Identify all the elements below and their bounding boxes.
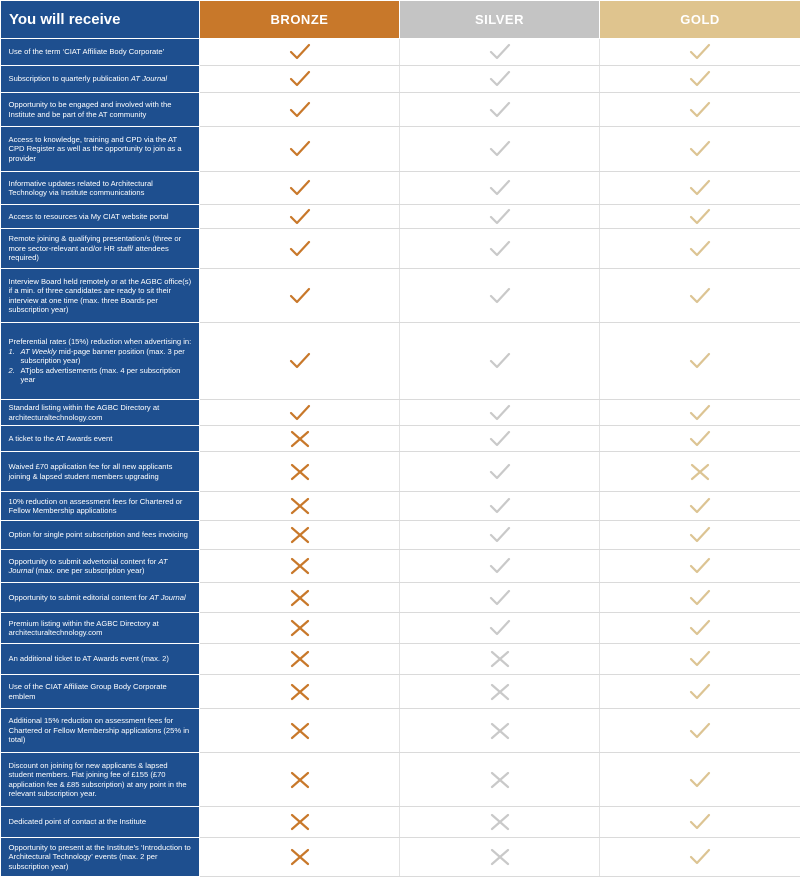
cross-icon <box>489 812 511 832</box>
cross-icon <box>489 682 511 702</box>
text-segment: Access to knowledge, training and CPD via the AT CPD Register as well as the opportunity to join as a provider <box>8 134 182 163</box>
gold-not-included-cell <box>600 452 800 492</box>
check-icon <box>489 351 511 371</box>
bronze-included-cell <box>200 400 400 426</box>
check-icon <box>689 682 711 702</box>
check-icon <box>689 525 711 545</box>
table-row <box>1 426 800 452</box>
cross-icon <box>289 847 311 867</box>
check-icon <box>289 139 311 159</box>
gold-included-cell <box>600 709 800 753</box>
benefit-text <box>9 135 194 163</box>
gold-included-cell <box>600 229 800 269</box>
benefit-text <box>9 74 194 83</box>
text-segment: mid-page banner position (max. 3 per subscription year) <box>20 346 185 366</box>
cross-icon <box>289 682 311 702</box>
gold-included-cell <box>600 550 800 583</box>
gold-included-cell <box>600 127 800 172</box>
cross-icon <box>289 588 311 608</box>
benefit-description <box>1 753 200 807</box>
text-segment: Standard listing within the AGBC Directory at architecturaltechnology.com <box>8 403 160 422</box>
gold-included-cell <box>600 521 800 550</box>
cross-icon <box>289 462 311 482</box>
benefit-description <box>1 709 200 753</box>
bronze-not-included-cell <box>200 583 400 613</box>
benefit-description <box>1 172 200 205</box>
bronze-included-cell <box>200 172 400 205</box>
table-row <box>1 127 800 172</box>
benefit-description <box>1 452 200 492</box>
benefit-text <box>9 277 194 315</box>
bronze-included-cell <box>200 127 400 172</box>
silver-not-included-cell <box>400 709 600 753</box>
check-icon <box>489 139 511 159</box>
text-segment: Access to resources via My CIAT website portal <box>8 211 169 221</box>
table-row <box>1 753 800 807</box>
benefit-text <box>9 100 194 119</box>
check-icon <box>289 207 311 227</box>
check-icon <box>489 403 511 423</box>
bronze-included-cell <box>200 269 400 323</box>
check-icon <box>689 351 711 371</box>
silver-included-cell <box>400 205 600 229</box>
check-icon <box>289 351 311 371</box>
list-item-text <box>21 347 194 366</box>
table-row <box>1 323 800 400</box>
check-icon <box>489 462 511 482</box>
silver-not-included-cell <box>400 838 600 877</box>
text-segment: Opportunity to present at the Institute’s ‘Introduction to Architectural Technology’ events (max. 2 per subscription year) <box>8 842 191 871</box>
benefit-text <box>9 462 194 481</box>
text-segment: Preferential rates (15%) reduction when advertising in: <box>8 337 192 347</box>
benefit-description <box>1 583 200 613</box>
benefit-text <box>9 817 194 826</box>
check-icon <box>689 721 711 741</box>
silver-not-included-cell <box>400 807 600 838</box>
silver-included-cell <box>400 583 600 613</box>
check-icon <box>489 588 511 608</box>
table-row <box>1 93 800 127</box>
benefit-description <box>1 838 200 877</box>
table-row <box>1 709 800 753</box>
table-row <box>1 400 800 426</box>
silver-included-cell <box>400 172 600 205</box>
cross-icon <box>289 812 311 832</box>
gold-included-cell <box>600 675 800 709</box>
table-row <box>1 39 800 66</box>
check-icon <box>689 100 711 120</box>
check-icon <box>689 429 711 449</box>
silver-included-cell <box>400 550 600 583</box>
cross-icon <box>289 721 311 741</box>
cross-icon <box>689 462 711 482</box>
check-icon <box>489 42 511 62</box>
gold-included-cell <box>600 323 800 400</box>
header-row <box>1 1 800 39</box>
check-icon <box>689 139 711 159</box>
check-icon <box>289 69 311 89</box>
check-icon <box>689 588 711 608</box>
bronze-included-cell <box>200 323 400 400</box>
benefit-description <box>1 492 200 521</box>
cross-icon <box>289 618 311 638</box>
text-segment: 10% reduction on assessment fees for Chartered or Fellow Membership applications <box>8 496 183 515</box>
text-segment: Opportunity to submit advertorial content for <box>8 556 159 566</box>
silver-included-cell <box>400 452 600 492</box>
silver-included-cell <box>400 269 600 323</box>
bronze-not-included-cell <box>200 838 400 877</box>
bronze-not-included-cell <box>200 613 400 644</box>
benefit-text <box>9 619 194 638</box>
bronze-included-cell <box>200 93 400 127</box>
check-icon <box>489 429 511 449</box>
bronze-included-cell <box>200 205 400 229</box>
italic-text: AT Journal <box>149 592 186 602</box>
check-icon <box>689 556 711 576</box>
silver-included-cell <box>400 426 600 452</box>
check-icon <box>689 69 711 89</box>
text-segment: Subscription to quarterly publication <box>8 74 131 84</box>
bronze-included-cell <box>200 229 400 269</box>
benefit-description <box>1 675 200 709</box>
table-row <box>1 613 800 644</box>
gold-included-cell <box>600 172 800 205</box>
benefit-description <box>1 426 200 452</box>
benefit-text <box>9 557 194 576</box>
check-icon <box>689 178 711 198</box>
text-segment: Premium listing within the AGBC Directory at architecturaltechnology.com <box>8 618 159 637</box>
silver-not-included-cell <box>400 675 600 709</box>
silver-included-cell <box>400 521 600 550</box>
bronze-included-cell <box>200 39 400 66</box>
gold-included-cell <box>600 644 800 675</box>
gold-included-cell <box>600 93 800 127</box>
gold-included-cell <box>600 39 800 66</box>
cross-icon <box>489 770 511 790</box>
tier-header-gold: GOLD <box>600 1 800 39</box>
table-row <box>1 807 800 838</box>
silver-included-cell <box>400 400 600 426</box>
check-icon <box>689 239 711 259</box>
bronze-not-included-cell <box>200 753 400 807</box>
benefit-description <box>1 127 200 172</box>
benefit-text <box>9 654 194 663</box>
text-segment: Discount on joining for new applicants & lapsed student members. Flat joining fee of £155 (£70 application fee & £85 subscription) at any point in the relevant subscription year. <box>8 760 187 798</box>
benefit-text <box>9 234 194 262</box>
gold-included-cell <box>600 205 800 229</box>
check-icon <box>289 178 311 198</box>
list-item <box>9 347 194 366</box>
text-segment: Interview Board held remotely or at the AGBC office(s) if a min. of three candidates are ready to sit their interview at one time (max. three Boards per subscription year) <box>8 276 192 314</box>
benefit-sub-list <box>9 347 194 385</box>
bronze-not-included-cell <box>200 452 400 492</box>
table-row <box>1 521 800 550</box>
bronze-not-included-cell <box>200 675 400 709</box>
benefit-text <box>9 47 194 56</box>
gold-included-cell <box>600 492 800 521</box>
check-icon <box>489 618 511 638</box>
cross-icon <box>289 556 311 576</box>
check-icon <box>489 496 511 516</box>
benefit-description <box>1 66 200 93</box>
bronze-not-included-cell <box>200 709 400 753</box>
list-item-number: 1. <box>8 346 15 356</box>
benefit-text <box>9 212 194 221</box>
silver-included-cell <box>400 229 600 269</box>
table-row <box>1 675 800 709</box>
check-icon <box>489 239 511 259</box>
check-icon <box>689 618 711 638</box>
table-row <box>1 229 800 269</box>
bronze-not-included-cell <box>200 550 400 583</box>
table-row <box>1 172 800 205</box>
benefit-description <box>1 521 200 550</box>
gold-included-cell <box>600 807 800 838</box>
cross-icon <box>289 649 311 669</box>
check-icon <box>689 42 711 62</box>
check-icon <box>689 207 711 227</box>
table-row <box>1 492 800 521</box>
check-icon <box>289 239 311 259</box>
list-item <box>9 366 194 385</box>
gold-included-cell <box>600 426 800 452</box>
check-icon <box>689 770 711 790</box>
table-row <box>1 269 800 323</box>
benefit-text <box>9 761 194 799</box>
check-icon <box>689 812 711 832</box>
check-icon <box>489 556 511 576</box>
text-segment: Waived £70 application fee for all new applicants joining & lapsed student members upgrading <box>8 462 173 481</box>
check-icon <box>289 42 311 62</box>
tier-header-silver: SILVER <box>400 1 600 39</box>
check-icon <box>689 847 711 867</box>
list-item-text <box>21 366 194 385</box>
gold-included-cell <box>600 66 800 93</box>
benefit-description <box>1 613 200 644</box>
gold-included-cell <box>600 269 800 323</box>
benefit-description <box>1 93 200 127</box>
check-icon <box>489 207 511 227</box>
bronze-not-included-cell <box>200 807 400 838</box>
benefit-description <box>1 269 200 323</box>
text-segment: An additional ticket to AT Awards event (max. 2) <box>8 654 169 664</box>
feature-column-header: You will receive <box>1 1 200 39</box>
benefit-description <box>1 644 200 675</box>
gold-included-cell <box>600 753 800 807</box>
gold-included-cell <box>600 583 800 613</box>
benefit-description <box>1 39 200 66</box>
check-icon <box>489 69 511 89</box>
silver-included-cell <box>400 66 600 93</box>
silver-included-cell <box>400 613 600 644</box>
benefit-text <box>9 716 194 744</box>
benefit-text <box>9 682 194 701</box>
check-icon <box>289 100 311 120</box>
text-segment: Opportunity to submit editorial content for <box>8 592 150 602</box>
table-row <box>1 838 800 877</box>
check-icon <box>289 286 311 306</box>
benefit-text <box>9 843 194 871</box>
text-segment: Use of the CIAT Affiliate Group Body Corporate emblem <box>8 682 167 701</box>
tier-header-bronze: BRONZE <box>200 1 400 39</box>
check-icon <box>489 286 511 306</box>
benefit-text <box>9 530 194 539</box>
cross-icon <box>489 649 511 669</box>
text-segment: Opportunity to be engaged and involved with the Institute and be part of the AT community <box>8 100 172 119</box>
benefit-text <box>9 593 194 602</box>
italic-text: AT Journal <box>130 74 168 84</box>
silver-included-cell <box>400 39 600 66</box>
text-segment: Remote joining & qualifying presentation/s (three or more sector-relevant and/or HR staff/ attendees required) <box>8 234 182 263</box>
text-segment: Use of the term ‘CIAT Affiliate Body Corporate’ <box>8 47 165 57</box>
table-row <box>1 583 800 613</box>
benefit-description <box>1 323 200 400</box>
silver-included-cell <box>400 323 600 400</box>
benefit-description <box>1 400 200 426</box>
check-icon <box>689 286 711 306</box>
table-row <box>1 205 800 229</box>
gold-included-cell <box>600 400 800 426</box>
table-row <box>1 66 800 93</box>
check-icon <box>489 525 511 545</box>
table-row <box>1 452 800 492</box>
silver-included-cell <box>400 93 600 127</box>
gold-included-cell <box>600 838 800 877</box>
bronze-not-included-cell <box>200 644 400 675</box>
bronze-included-cell <box>200 66 400 93</box>
list-item-number: 2. <box>8 365 15 375</box>
table-row <box>1 550 800 583</box>
benefit-description <box>1 229 200 269</box>
text-segment: (max. one per subscription year) <box>33 566 145 575</box>
benefit-text <box>9 337 194 346</box>
check-icon <box>489 178 511 198</box>
check-icon <box>689 403 711 423</box>
text-segment: A ticket to the AT Awards event <box>8 433 113 443</box>
gold-included-cell <box>600 613 800 644</box>
cross-icon <box>489 847 511 867</box>
cross-icon <box>289 525 311 545</box>
silver-included-cell <box>400 492 600 521</box>
silver-not-included-cell <box>400 753 600 807</box>
bronze-not-included-cell <box>200 492 400 521</box>
text-segment: Dedicated point of contact at the Institute <box>8 817 147 827</box>
text-segment: Option for single point subscription and fees invoicing <box>8 530 188 540</box>
bronze-not-included-cell <box>200 426 400 452</box>
benefit-text <box>9 434 194 443</box>
bronze-not-included-cell <box>200 521 400 550</box>
cross-icon <box>289 429 311 449</box>
benefit-description <box>1 550 200 583</box>
cross-icon <box>289 770 311 790</box>
check-icon <box>689 496 711 516</box>
benefit-text <box>9 403 194 422</box>
silver-included-cell <box>400 127 600 172</box>
benefit-text <box>9 497 194 516</box>
check-icon <box>289 403 311 423</box>
text-segment: ATjobs advertisements (max. 4 per subscription year <box>20 365 181 385</box>
table-row <box>1 644 800 675</box>
text-segment: Informative updates related to Architectural Technology via Institute communications <box>8 178 153 197</box>
check-icon <box>489 100 511 120</box>
italic-text: AT Journal <box>8 556 168 575</box>
silver-not-included-cell <box>400 644 600 675</box>
benefit-description <box>1 205 200 229</box>
benefit-description <box>1 807 200 838</box>
text-segment: Additional 15% reduction on assessment fees for Chartered or Fellow Membership applications (25% in total) <box>8 716 190 745</box>
italic-text: AT Weekly <box>20 346 57 356</box>
check-icon <box>689 649 711 669</box>
cross-icon <box>289 496 311 516</box>
cross-icon <box>489 721 511 741</box>
benefit-text <box>9 179 194 198</box>
